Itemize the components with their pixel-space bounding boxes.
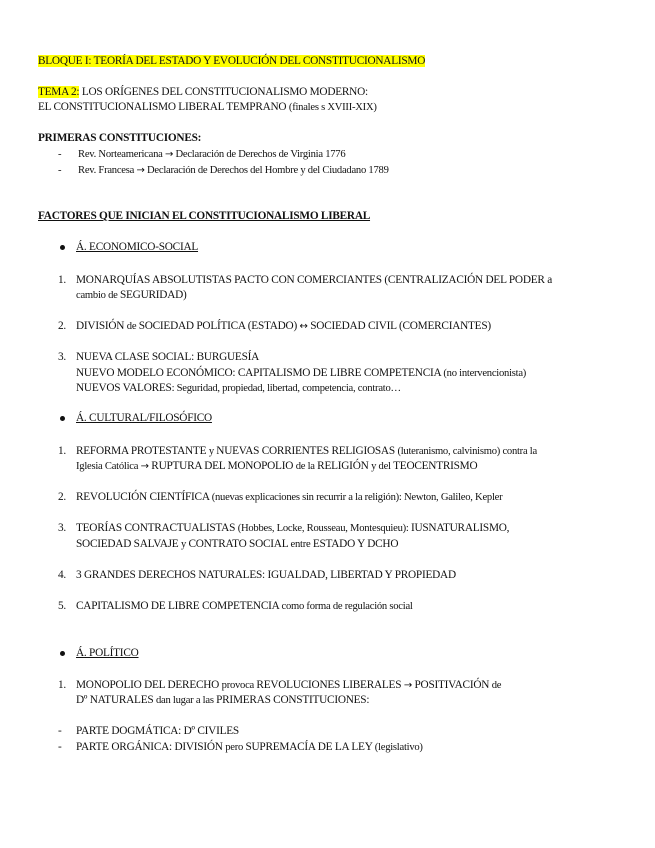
cultural-item-4-num: 4. xyxy=(58,569,66,581)
politico-item-1-num: 1. xyxy=(58,679,66,691)
left-right-arrow-icon: ↔ xyxy=(299,321,308,332)
bullet-icon xyxy=(60,416,65,421)
tema-label: TEMA 2: xyxy=(38,86,80,98)
economico-item-1-num: 1. xyxy=(58,274,66,286)
tema-title-line2: EL CONSTITUCIONALISMO LIBERAL TEMPRANO xyxy=(38,101,289,113)
politico-heading: Á. POLÍTICO xyxy=(76,647,139,659)
primeras-item-2 xyxy=(58,164,389,178)
block-title xyxy=(38,54,425,68)
tema-line-2 xyxy=(38,100,377,115)
cultural-item-3-line1: TEORÍAS CONTRACTUALISTAS (Hobbes, Locke, Rousseau, Montesquieu): IUSNATURALISMO, xyxy=(76,522,510,534)
tema-title-line1: LOS ORÍGENES DEL CONSTITUCIONALISMO MODERNO: xyxy=(79,86,368,98)
factores-heading: FACTORES QUE INICIAN EL CONSTITUCIONALISMO LIBERAL xyxy=(38,210,371,222)
dash-marker: - xyxy=(58,165,62,176)
politico-item-1-line1: MONOPOLIO DEL DERECHO provoca REVOLUCIONES LIBERALES → POSITIVACIÓN de xyxy=(76,679,502,691)
cultural-heading: Á. CULTURAL/FILOSÓFICO xyxy=(76,412,212,424)
economico-item-3-line3: NUEVOS VALORES: Seguridad, propiedad, libertad, competencia, contrato… xyxy=(76,382,401,394)
cultural-item-1-num: 1. xyxy=(58,445,66,457)
cultural-item-2-num: 2. xyxy=(58,491,66,503)
dash-marker: - xyxy=(58,725,62,737)
dash-marker: - xyxy=(58,741,62,753)
cultural-item-3-num: 3. xyxy=(58,522,66,534)
block-title-text: BLOQUE I: TEORÍA DEL ESTADO Y EVOLUCIÓN DEL CONSTITUCIONALISMO xyxy=(38,55,426,67)
right-arrow-icon: → xyxy=(136,165,145,176)
cultural-item-2: REVOLUCIÓN CIENTÍFICA (nuevas explicaciones sin recurrir a la religión): Newton, Galileo, Kepler xyxy=(76,491,503,503)
tema-title-line2-small: (finales s XVIII-XIX) xyxy=(288,102,377,113)
economico-item-3-num: 3. xyxy=(58,351,66,363)
cultural-item-5-num: 5. xyxy=(58,600,66,612)
bullet-icon xyxy=(60,651,65,656)
politico-subitem-1: - PARTE DOGMÁTICA: Dº CIVILES xyxy=(58,725,239,737)
cultural-item-5: CAPITALISMO DE LIBRE COMPETENCIA como forma de regulación social xyxy=(76,600,413,612)
cultural-item-4: 3 GRANDES DERECHOS NATURALES: IGUALDAD, LIBERTAD Y PROPIEDAD xyxy=(76,569,456,581)
primeras-item-left: Rev. Norteamericana xyxy=(78,149,165,160)
politico-item-1-line2: Dº NATURALES dan lugar a las PRIMERAS CONSTITUCIONES: xyxy=(76,694,370,706)
primeras-item-left: Rev. Francesa xyxy=(78,165,137,176)
tema-line-1 xyxy=(38,85,368,99)
economico-item-1-line2: cambio de SEGURIDAD) xyxy=(76,289,187,301)
cultural-item-3-line2: SOCIEDAD SALVAJE y CONTRATO SOCIAL entre ESTADO Y DCHO xyxy=(76,538,399,550)
economico-heading: Á. ECONOMICO-SOCIAL xyxy=(76,241,199,253)
cultural-item-1-line1: REFORMA PROTESTANTE y NUEVAS CORRIENTES RELIGIOSAS (luteranismo, calvinismo) contra la xyxy=(76,445,537,457)
right-arrow-icon: → xyxy=(164,149,174,160)
dash-marker: - xyxy=(58,149,62,160)
economico-item-3-line1: NUEVA CLASE SOCIAL: BURGUESÍA xyxy=(76,351,260,363)
primeras-heading: PRIMERAS CONSTITUCIONES: xyxy=(38,132,202,144)
economico-item-2-num: 2. xyxy=(58,320,66,332)
primeras-item-1 xyxy=(58,148,345,162)
primeras-item-right: Declaración de Derechos del Hombre y del Ciudadano 1789 xyxy=(144,165,389,176)
politico-subitem-2: - PARTE ORGÁNICA: DIVISIÓN pero SUPREMACÍA DE LA LEY (legislativo) xyxy=(58,741,423,753)
primeras-item-right: Declaración de Derechos de Virginia 1776 xyxy=(173,149,346,160)
bullet-icon xyxy=(60,245,65,250)
economico-item-1-line1: MONARQUÍAS ABSOLUTISTAS PACTO CON COMERCIANTES (CENTRALIZACIÓN DEL PODER a xyxy=(76,274,553,286)
cultural-item-1-line2: Iglesia Católica → RUPTURA DEL MONOPOLIO de la RELIGIÓN y del TEOCENTRISMO xyxy=(76,460,478,472)
economico-item-2: DIVISIÓN de SOCIEDAD POLÍTICA (ESTADO) ↔ SOCIEDAD CIVIL (COMERCIANTES) xyxy=(76,320,491,332)
right-arrow-icon: → xyxy=(140,461,149,472)
economico-item-3-line2: NUEVO MODELO ECONÓMICO: CAPITALISMO DE LIBRE COMPETENCIA (no intervencionista) xyxy=(76,367,527,379)
right-arrow-icon: → xyxy=(403,680,412,691)
